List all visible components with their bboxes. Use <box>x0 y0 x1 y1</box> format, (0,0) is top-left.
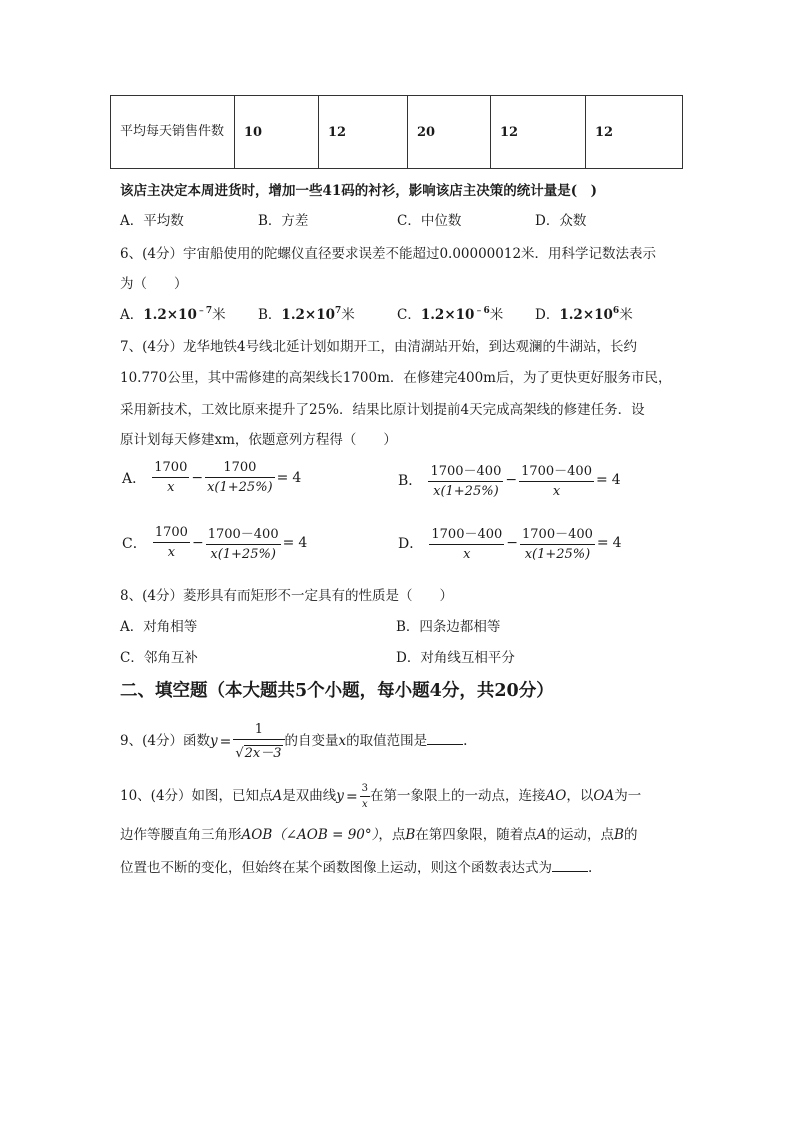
q7-option-a: A． $\frac{1700}{x}$ − $\frac{1700}{x(1+25\%)}$ = 4 <box>122 460 302 495</box>
fraction: $\frac{1700}{x}$ <box>154 525 188 560</box>
q8-option-b: B．四条边都相等 <box>396 619 501 635</box>
q6-option-a: A．$1.2\times 10^{﹣7}$米 <box>120 305 226 323</box>
q6-option-d: D．$1.2\times 10^6$米 <box>535 305 633 323</box>
answer-blank[interactable] <box>552 859 588 872</box>
q5-stem: 该店主决定本周进货时，增加一些41码的衬衫，影响该店主决策的统计量是( ) <box>120 183 598 199</box>
fraction: $\frac{1700-400}{x(1+25\%)}$ <box>430 464 502 499</box>
fraction: $\frac{1700-400}{x}$ <box>431 527 503 562</box>
q7-option-b: B． $\frac{1700-400}{x(1+25\%)}$ − $\frac{1700-400}{x}$ = 4 <box>396 460 623 499</box>
q8-option-a: A．对角相等 <box>120 619 198 635</box>
fraction: $\frac{1700-400}{x(1+25\%)}$ <box>522 527 593 562</box>
q5-option-b: B．方差 <box>258 213 309 229</box>
q5-option-a: A．平均数 <box>120 213 184 229</box>
fraction: $\frac{1700-400}{x}$ <box>521 464 592 499</box>
fraction: $\frac{1700}{x}$ <box>154 460 188 495</box>
fraction: $\frac{1700-400}{x(1+25\%)}$ <box>207 527 279 562</box>
q10-line2: 边作等腰直角三角形AOB（∠AOB = 90°），点B在第四象限，随着点A的运动，点B的 <box>120 827 638 843</box>
table-cell: 12 <box>319 96 408 169</box>
sales-table <box>110 95 683 169</box>
q8-option-d: D．对角线互相平分 <box>396 650 515 666</box>
q7-line2: 10.770公里，其中需修建的高架线长1700m．在修建完400m后，为了更快更好服务市民， <box>120 370 672 386</box>
table-row-header: 平均每天销售件数 <box>111 96 235 169</box>
q7-line1: 7、(4分）龙华地铁4号线北延计划如期开工，由清湖站开始，到达观澜的牛湖站，长约 <box>120 339 638 355</box>
q7-line3: 采用新技术，工效比原来提升了25%．结果比原计划提前4天完成高架线的修建任务．设 <box>120 402 645 418</box>
q6-option-c: C．$1.2\times 10^{﹣6}$米 <box>397 305 504 323</box>
q8-stem: 8、(4分）菱形具有而矩形不一定具有的性质是（ ） <box>120 588 453 604</box>
q10-line3: 位置也不断的变化，但始终在某个函数图像上运动，则这个函数表达式为 . <box>120 860 593 876</box>
q6-option-b: B．$1.2\times 10^7$米 <box>258 305 355 323</box>
fraction: $\frac{1}{√2x-3}$ <box>233 722 284 761</box>
fraction: $\frac{1700}{x(1+25\%)}$ <box>207 460 273 495</box>
section-title: 二、填空题（本大题共5个小题，每小题4分，共20分） <box>120 681 554 701</box>
q8-option-c: C．邻角互补 <box>120 650 198 666</box>
q7-option-d: D． $\frac{1700-400}{x}$ − $\frac{1700-400}{x(1+25\%)}$ = 4 <box>396 523 624 562</box>
table-cell: 12 <box>586 96 683 169</box>
table-cell: 12 <box>491 96 586 169</box>
table-cell: 10 <box>235 96 319 169</box>
q9-stem: 9、(4分）函数y = $\frac{1}{√2x-3}$ 的自变量x的取值范围是 . <box>120 722 468 761</box>
q7-line4: 原计划每天修建xm，依题意列方程得（ ） <box>120 432 397 448</box>
q5-option-c: C．中位数 <box>397 213 462 229</box>
q6-stem-line2: 为（ ） <box>120 276 188 292</box>
q7-option-c: C． $\frac{1700}{x}$ − $\frac{1700-400}{x(1+25\%)}$ = 4 <box>122 525 308 562</box>
table-row <box>111 96 683 169</box>
q6-stem-line1: 6、(4分）宇宙船使用的陀螺仪直径要求误差不能超过0.00000012米．用科学记数法表示 <box>120 246 657 262</box>
table-cell: 20 <box>408 96 491 169</box>
q10-line1: 10、(4分）如图，已知点A是双曲线y = $\frac{3}{x}$ 在第一象限上的一动点，连接AO，以OA为一 <box>120 783 642 810</box>
answer-blank[interactable] <box>427 732 463 745</box>
fraction: $\frac{3}{x}$ <box>361 783 369 810</box>
q5-option-d: D．众数 <box>535 213 587 229</box>
